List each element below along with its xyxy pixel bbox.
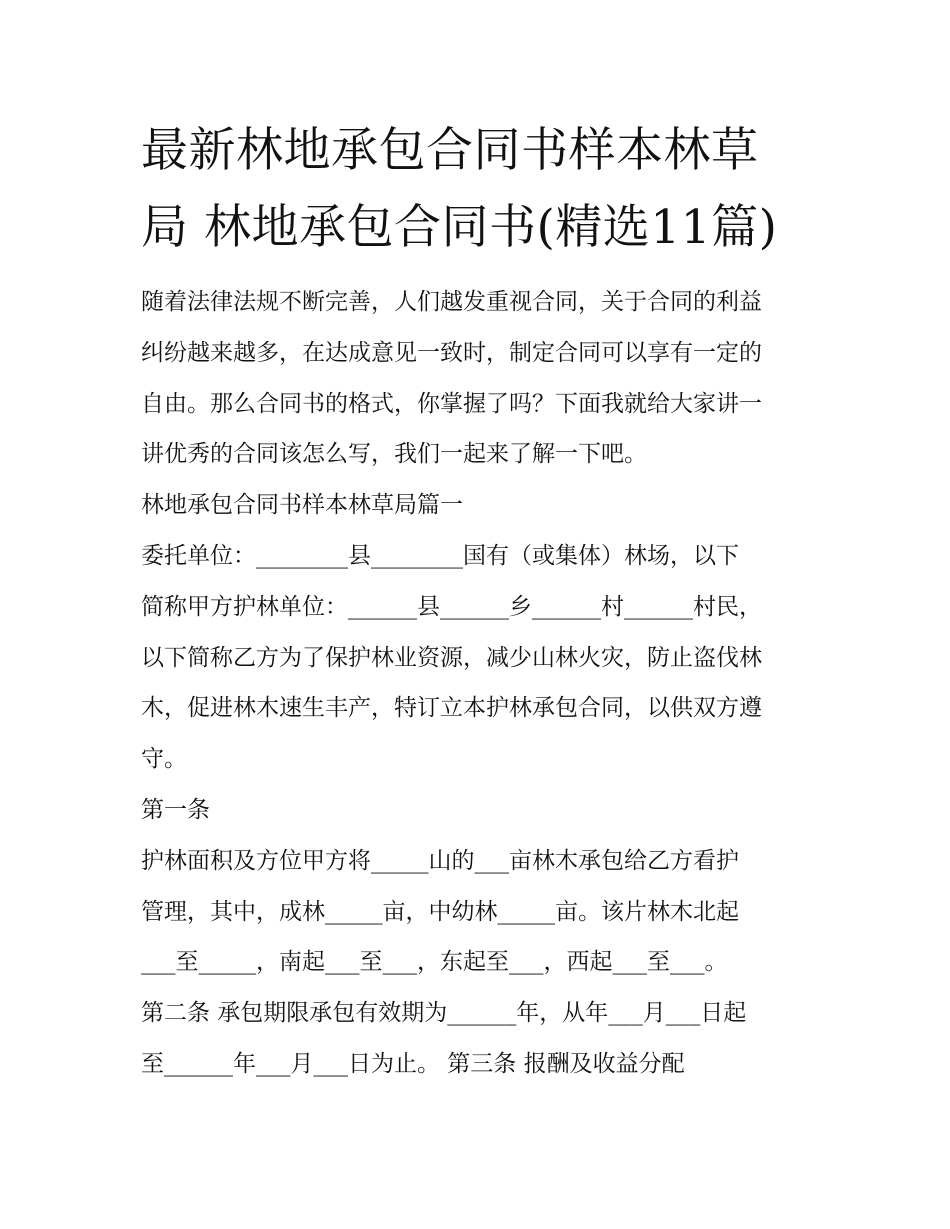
article-one-paragraph [141,836,821,988]
text-line: 至______年___月___日为止。 第三条 报酬及收益分配 [141,1050,685,1077]
title-line: 局 林地承包合同书(精选11篇) [141,200,778,255]
text-line: 以下简称乙方为了保护林业资源，减少山林火灾，防止盗伐林 [141,644,762,671]
text-line: 纠纷越来越多，在达成意见一致时，制定合同可以享有一定的 [141,339,762,366]
text-line: 委托单位：________县________国有（或集体）林场，以下 [141,542,739,569]
text-line: 林地承包合同书样本林草局篇一 [141,492,463,519]
section-heading [141,480,821,531]
text-line: 护林面积及方位甲方将_____山的___亩林木承包给乙方看护 [141,847,739,874]
text-line: 第二条 承包期限承包有效期为______年，从年___月___日起 [141,1000,747,1027]
text-line: 第一条 [141,796,210,823]
parties-paragraph [141,531,821,785]
text-line: 简称甲方护林单位：______县______乡______村______村民， [141,593,762,620]
text-line: ___至_____，南起___至___，东起至___，西起___至___。 [141,949,728,976]
text-line: 自由。那么合同书的格式，你掌握了吗？下面我就给大家讲一 [141,390,762,417]
document-body [141,277,821,1090]
text-line: 守。 [141,746,187,773]
intro-paragraph [141,277,821,480]
title-line: 最新林地承包合同书样本林草 [141,123,759,178]
document-title [141,112,821,266]
text-line: 随着法律法规不断完善，人们越发重视合同，关于合同的利益 [141,289,762,315]
article-one-heading [141,785,821,836]
text-line: 木，促进林木速生丰产，特订立本护林承包合同，以供双方遵 [141,695,762,722]
article-two-paragraph [141,988,821,1090]
text-line: 管理，其中，成林_____亩，中幼林_____亩。该片林木北起 [141,898,739,925]
text-line: 讲优秀的合同该怎么写，我们一起来了解一下吧。 [141,441,647,468]
